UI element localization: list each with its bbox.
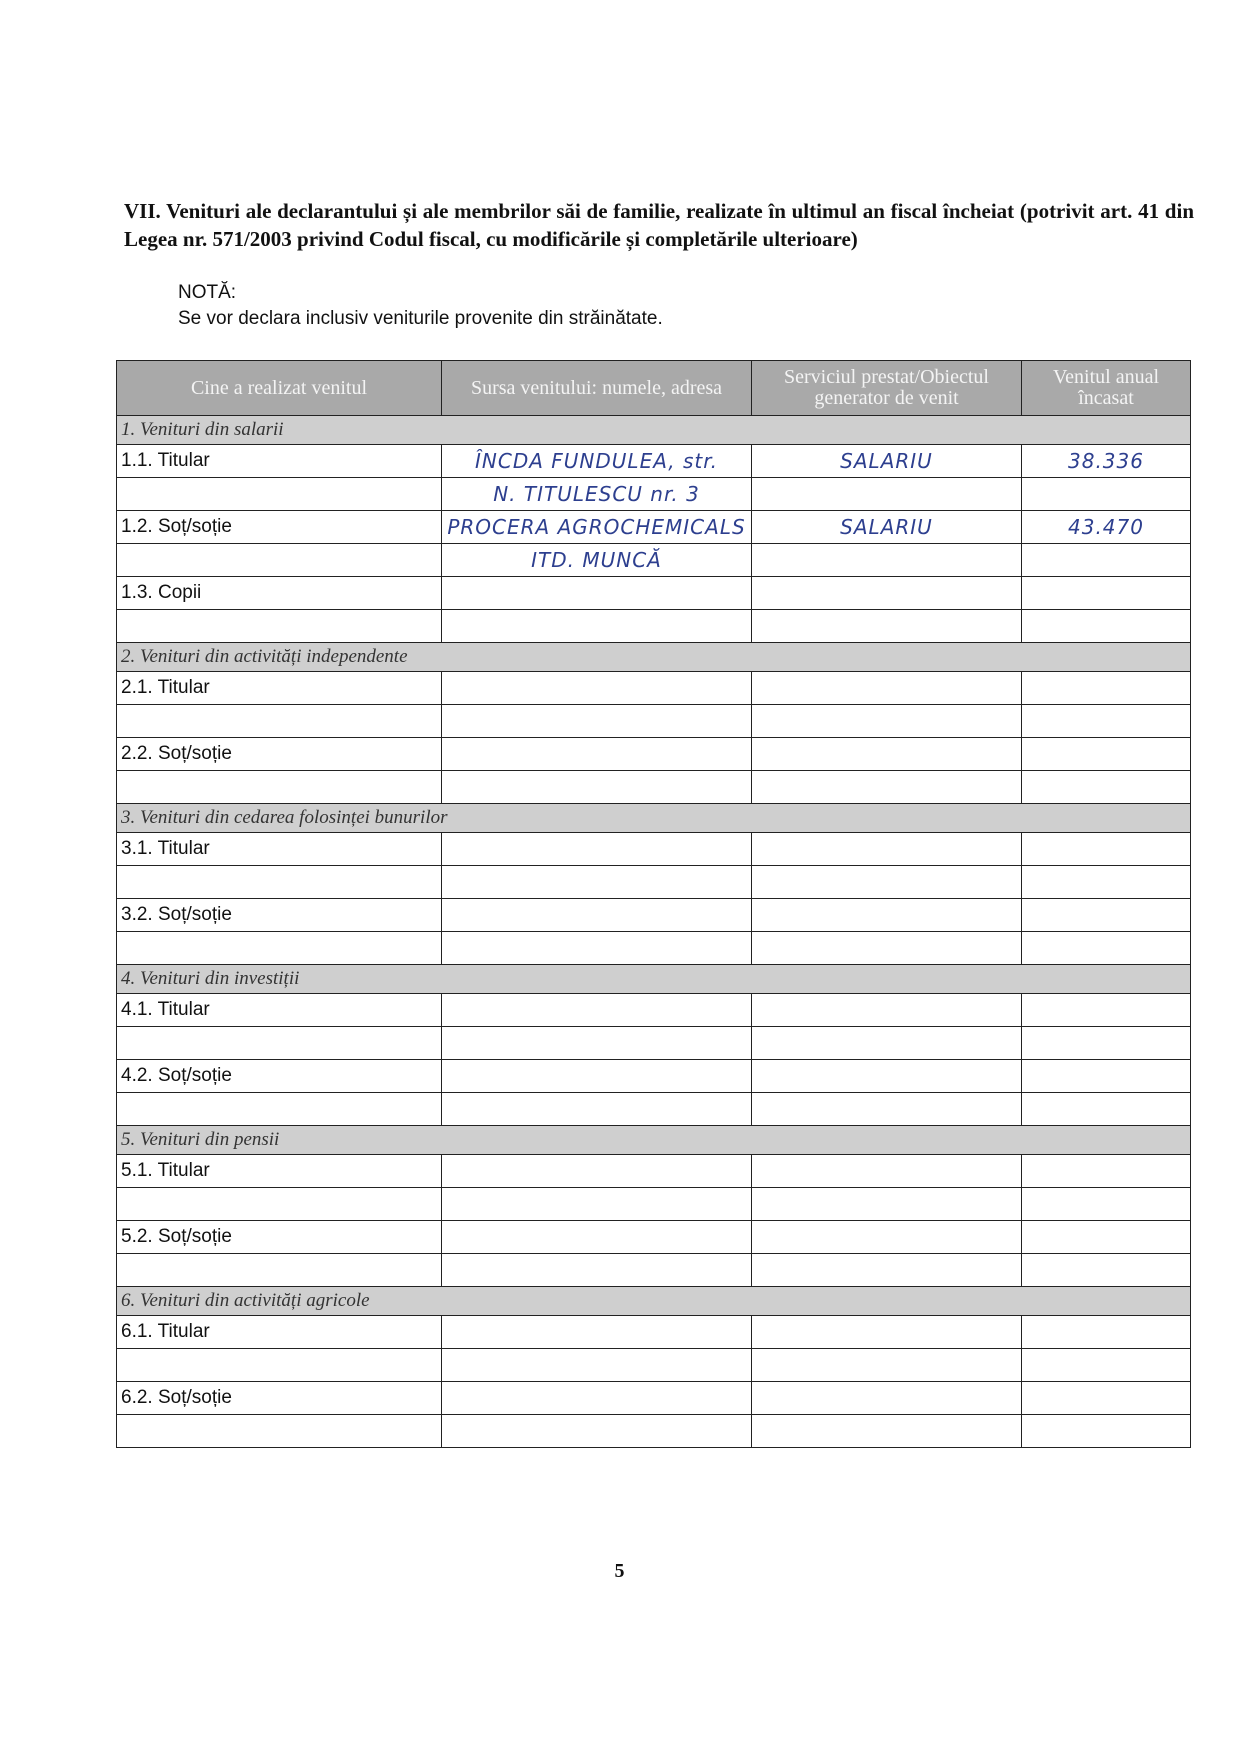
cell-income — [1022, 738, 1191, 771]
cell-source — [442, 577, 752, 610]
cell-service — [752, 705, 1022, 738]
cell-source — [442, 610, 752, 643]
cell-income — [1022, 577, 1191, 610]
cell-source — [442, 1254, 752, 1287]
cell-income — [1022, 1382, 1191, 1415]
note-title: NOTĂ: — [178, 282, 237, 303]
cell-source — [442, 1060, 752, 1093]
cell-source — [442, 1093, 752, 1126]
section-row — [117, 965, 1191, 994]
table-row — [117, 1060, 1191, 1093]
cell-service — [752, 994, 1022, 1027]
cell-source — [442, 932, 752, 965]
cell-income — [1022, 544, 1191, 577]
cell-who: 3.1. Titular — [117, 833, 442, 866]
cell-income — [1022, 1060, 1191, 1093]
section-title: 1. Venituri din salarii — [117, 416, 1191, 445]
section-title: 3. Venituri din cedarea folosinței bunurilor — [117, 804, 1191, 833]
cell-who: 1.3. Copii — [117, 577, 442, 610]
cell-service — [752, 738, 1022, 771]
table-row — [117, 994, 1191, 1027]
cell-who — [117, 1349, 442, 1382]
section-row — [117, 804, 1191, 833]
table-row — [117, 1349, 1191, 1382]
section-heading: VII. Venituri ale declarantului și ale membrilor săi de familie, realizate în ultimul an fiscal încheiat (potrivit art. 41 din Legea nr. 571/2003 privind Codul fiscal, cu modificările și completările ulterioare) — [124, 199, 1194, 251]
header-source: Sursa venitului: numele, adresa — [442, 361, 752, 416]
cell-income: 38.336 — [1022, 445, 1191, 478]
table-row — [117, 899, 1191, 932]
cell-service — [752, 610, 1022, 643]
cell-income — [1022, 610, 1191, 643]
cell-income — [1022, 1155, 1191, 1188]
table-row — [117, 672, 1191, 705]
cell-service — [752, 672, 1022, 705]
table-body — [117, 416, 1191, 1448]
cell-source — [442, 1188, 752, 1221]
note-text: Se vor declara inclusiv veniturile provenite din străinătate. — [178, 308, 663, 329]
cell-who: 4.1. Titular — [117, 994, 442, 1027]
table-row — [117, 705, 1191, 738]
table-row — [117, 1093, 1191, 1126]
cell-income — [1022, 932, 1191, 965]
cell-source — [442, 1415, 752, 1448]
cell-source — [442, 705, 752, 738]
cell-source — [442, 1155, 752, 1188]
cell-who — [117, 544, 442, 577]
cell-who: 3.2. Soț/soție — [117, 899, 442, 932]
table-row — [117, 478, 1191, 511]
section-title: 2. Venituri din activități independente — [117, 643, 1191, 672]
cell-who — [117, 705, 442, 738]
table-row — [117, 771, 1191, 804]
cell-service — [752, 544, 1022, 577]
table-row — [117, 738, 1191, 771]
table-row — [117, 1415, 1191, 1448]
cell-who — [117, 1027, 442, 1060]
cell-source — [442, 1349, 752, 1382]
header-annual-income: Venitul anual încasat — [1022, 361, 1191, 416]
cell-service — [752, 1349, 1022, 1382]
table-row — [117, 833, 1191, 866]
cell-source — [442, 672, 752, 705]
cell-income — [1022, 1415, 1191, 1448]
cell-income — [1022, 705, 1191, 738]
cell-source — [442, 1382, 752, 1415]
cell-source: PROCERA AGROCHEMICALS — [442, 511, 752, 544]
cell-who: 1.2. Soț/soție — [117, 511, 442, 544]
cell-service — [752, 1188, 1022, 1221]
section-row — [117, 1126, 1191, 1155]
cell-who — [117, 1254, 442, 1287]
section-title: 6. Venituri din activități agricole — [117, 1287, 1191, 1316]
cell-who: 5.2. Soț/soție — [117, 1221, 442, 1254]
cell-who: 2.1. Titular — [117, 672, 442, 705]
cell-who — [117, 866, 442, 899]
cell-service — [752, 577, 1022, 610]
cell-income — [1022, 1349, 1191, 1382]
cell-who — [117, 478, 442, 511]
cell-source — [442, 833, 752, 866]
cell-source: N. TITULESCU nr. 3 — [442, 478, 752, 511]
cell-service — [752, 1093, 1022, 1126]
table-row — [117, 866, 1191, 899]
table-row — [117, 1155, 1191, 1188]
cell-source — [442, 1316, 752, 1349]
cell-who: 5.1. Titular — [117, 1155, 442, 1188]
cell-income — [1022, 1221, 1191, 1254]
table-row — [117, 610, 1191, 643]
cell-who: 2.2. Soț/soție — [117, 738, 442, 771]
cell-income — [1022, 1316, 1191, 1349]
cell-income: 43.470 — [1022, 511, 1191, 544]
table-row — [117, 577, 1191, 610]
cell-service — [752, 1415, 1022, 1448]
cell-who — [117, 610, 442, 643]
table-row — [117, 511, 1191, 544]
table-row — [117, 1254, 1191, 1287]
cell-service — [752, 1382, 1022, 1415]
cell-who: 4.2. Soț/soție — [117, 1060, 442, 1093]
cell-service — [752, 833, 1022, 866]
cell-who — [117, 1093, 442, 1126]
cell-income — [1022, 1027, 1191, 1060]
table-row — [117, 1221, 1191, 1254]
cell-source: ITD. MUNCĂ — [442, 544, 752, 577]
cell-source — [442, 1221, 752, 1254]
cell-income — [1022, 1254, 1191, 1287]
cell-income — [1022, 478, 1191, 511]
cell-service — [752, 1221, 1022, 1254]
section-title: 4. Venituri din investiții — [117, 965, 1191, 994]
cell-service — [752, 478, 1022, 511]
cell-service — [752, 1155, 1022, 1188]
table-header-row — [117, 361, 1191, 416]
cell-service: SALARIU — [752, 445, 1022, 478]
cell-source: ÎNCDA FUNDULEA, str. — [442, 445, 752, 478]
section-row — [117, 416, 1191, 445]
header-who: Cine a realizat venitul — [117, 361, 442, 416]
cell-service — [752, 1060, 1022, 1093]
cell-service — [752, 866, 1022, 899]
cell-income — [1022, 994, 1191, 1027]
cell-service — [752, 1254, 1022, 1287]
cell-income — [1022, 833, 1191, 866]
page-number: 5 — [614, 1560, 625, 1582]
cell-who — [117, 771, 442, 804]
cell-income — [1022, 672, 1191, 705]
cell-who: 1.1. Titular — [117, 445, 442, 478]
section-row — [117, 643, 1191, 672]
cell-service — [752, 1027, 1022, 1060]
cell-service — [752, 932, 1022, 965]
cell-income — [1022, 1188, 1191, 1221]
table-row — [117, 445, 1191, 478]
table-row — [117, 932, 1191, 965]
cell-source — [442, 994, 752, 1027]
cell-income — [1022, 899, 1191, 932]
cell-who — [117, 1188, 442, 1221]
cell-income — [1022, 771, 1191, 804]
cell-service: SALARIU — [752, 511, 1022, 544]
cell-who: 6.2. Soț/soție — [117, 1382, 442, 1415]
cell-income — [1022, 1093, 1191, 1126]
table-row — [117, 1316, 1191, 1349]
cell-source — [442, 738, 752, 771]
cell-who — [117, 1415, 442, 1448]
cell-service — [752, 771, 1022, 804]
income-table — [116, 360, 1191, 1448]
cell-who: 6.1. Titular — [117, 1316, 442, 1349]
table-row — [117, 544, 1191, 577]
section-row — [117, 1287, 1191, 1316]
table-row — [117, 1188, 1191, 1221]
cell-source — [442, 1027, 752, 1060]
cell-who — [117, 932, 442, 965]
table-row — [117, 1027, 1191, 1060]
cell-source — [442, 866, 752, 899]
cell-source — [442, 899, 752, 932]
table-row — [117, 1382, 1191, 1415]
cell-income — [1022, 866, 1191, 899]
cell-service — [752, 899, 1022, 932]
cell-source — [442, 771, 752, 804]
header-service: Serviciul prestat/Obiectul generator de venit — [752, 361, 1022, 416]
cell-service — [752, 1316, 1022, 1349]
section-title: 5. Venituri din pensii — [117, 1126, 1191, 1155]
